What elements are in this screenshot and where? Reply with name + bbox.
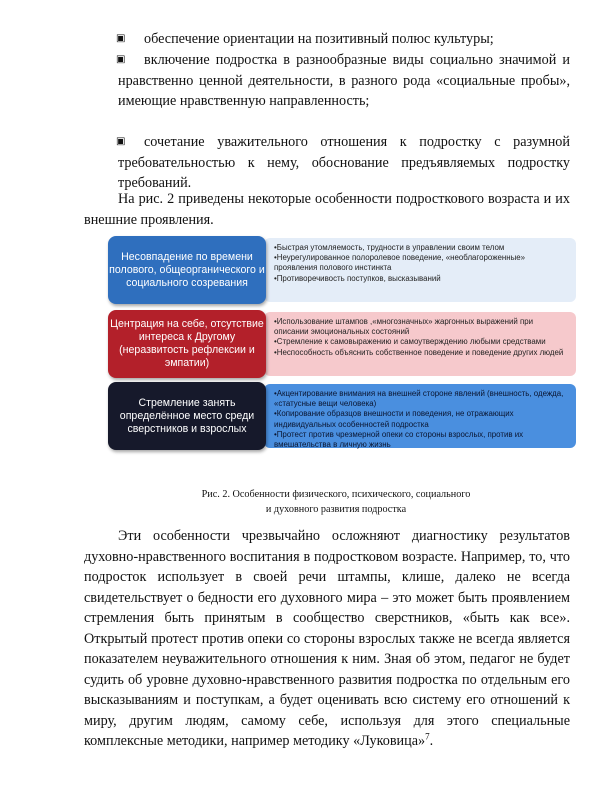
bullet-item xyxy=(118,29,570,50)
feature-title: Стремление занять определённое место среди сверстников и взрослых xyxy=(119,396,255,435)
feature-item: •Быстрая утомляемость, трудности в управлении своим телом xyxy=(274,243,505,252)
figure-row xyxy=(108,382,574,450)
intro-paragraph xyxy=(84,189,570,230)
feature-title-box xyxy=(108,310,266,378)
feature-item: •Неурегулированное полоролевое поведение, «необлагороженные» проявления полового инстинкта xyxy=(274,253,526,273)
feature-title: Центрация на себе, отсутствие интереса к Другому (неразвитость рефлексии и эмпатии) xyxy=(110,318,264,369)
feature-item: •Неспособность объяснить собственное поведение и поведение других людей xyxy=(274,347,564,357)
main-paragraph-text xyxy=(84,526,570,752)
bullet-item xyxy=(118,132,570,194)
feature-item: •Противоречивость поступков, высказываний xyxy=(274,273,441,283)
figure-diagram xyxy=(108,236,576,450)
main-paragraph-body: Эти особенности чрезвычайно осложняют диагностику результатов духовно-нравственного воспитания в подростковом возрасте. Например, то, что подросток использует в своей речи штампы, клише, далеко не всегда свидетельствует о бедности его духовного мира – это может быть проявлением стремления быть принятым в сообщество сверстников, «быть как все». Открытый протест против опеки со стороны взрослых также не всегда является показателем неуважительного отношения к ним. Зная об этом, педагог не будет судить об уровне духовно-нравственного развития подростка по отдельным его высказываниям и поступкам, а будет оценивать всю систему его отношений к миру, другим людям, самому себе, используя для этого специальные комплексные методики, например методику «Луковица» xyxy=(84,528,570,749)
feature-item: •Акцентирование внимания на внешней стороне явлений (внешность, одежда, «статусные вещи человека) xyxy=(274,389,564,409)
bullet-text: обеспечение ориентации на позитивный полюс культуры; xyxy=(144,31,494,47)
feature-item: •Копирование образцов внешности и поведения, не отражающих индивидуальных особенностей подростка xyxy=(274,409,514,429)
figure-caption-line: и духовного развития подростка xyxy=(265,504,407,515)
feature-panel xyxy=(264,384,576,448)
main-paragraph xyxy=(84,526,570,752)
feature-title: Несовпадение по времени полового, общеорганического и социального созревания xyxy=(109,250,265,289)
feature-item: •Стремление к самовыражению и самоутверждению любыми средствами xyxy=(274,337,546,347)
feature-title-box xyxy=(108,382,266,450)
footnote-mark: 7 xyxy=(425,731,430,742)
bullet-marker-icon: ▣ xyxy=(116,136,126,147)
bullet-marker-icon: ▣ xyxy=(116,54,126,65)
feature-panel xyxy=(264,238,576,302)
figure-caption-line: Рис. 2. Особенности физического, психического, социального xyxy=(201,489,471,500)
feature-item: •Использование штампов ,«многозначных» жаргонных выражений при описании эмоциональных состояний xyxy=(274,317,534,337)
paragraph-end: . xyxy=(429,733,434,749)
intro-text: На рис. 2 приведены некоторые особенности подросткового возраста и их внешние проявления. xyxy=(84,191,570,228)
figure-row xyxy=(108,310,574,378)
bullet-marker-icon: ▣ xyxy=(116,33,126,44)
feature-title-box xyxy=(108,236,266,304)
bullet-text: включение подростка в разнообразные виды социально значимой и нравственно ценной деятельности, в разного рода «социальные пробы», имеющие нравственную направленность; xyxy=(118,52,570,109)
bullet-item xyxy=(118,50,570,112)
feature-panel xyxy=(264,312,576,376)
bullet-text: сочетание уважительного отношения к подростку с разумной требовательностью к нему, обоснование предъявляемых подростку требований. xyxy=(118,134,570,191)
figure-row xyxy=(108,236,574,304)
feature-item: •Протест против чрезмерной опеки со стороны взрослых, против их вмешательства в личную жизнь xyxy=(274,429,524,450)
